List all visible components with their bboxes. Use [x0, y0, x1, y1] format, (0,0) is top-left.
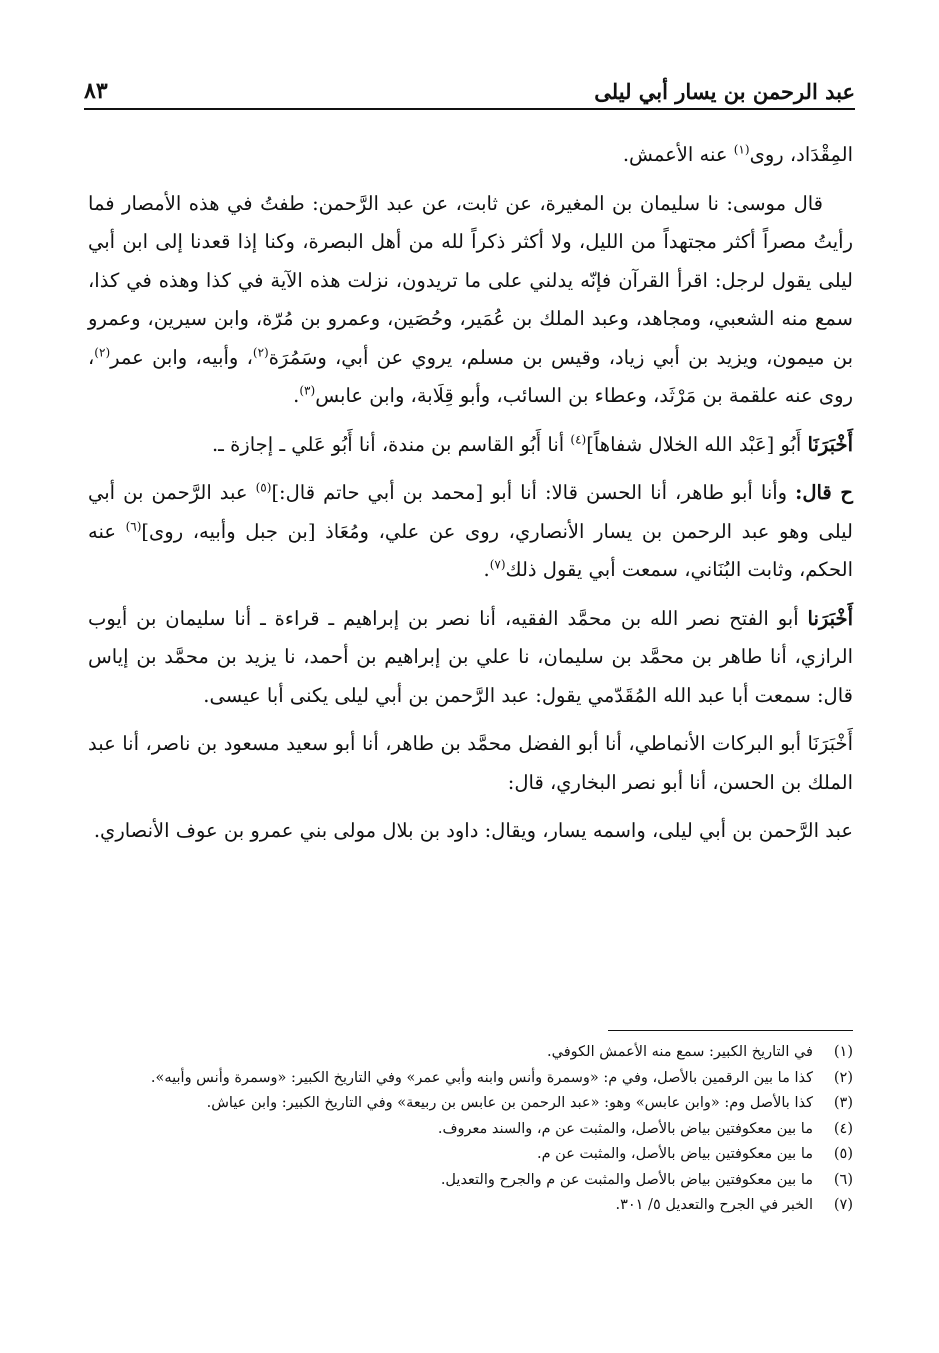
akhbarana-lead: أَخْبَرَنا [807, 606, 853, 630]
footnote-number: (٢) [833, 1069, 853, 1086]
paragraph-5: أَخْبَرَنا أبو الفتح نصر الله بن محمَّد الفقيه، أنا نصر بن إبراهيم ـ قراءة ـ أنا سليمان بن أيوب الرازي، أنا طاهر بن محمَّد بن سليمان، نا علي بن إبراهيم بن أحمد، نا يزيد بن محمَّد بن إياس قال: سمعت أبا عبد الله المُقَدّمي يقول: عبد الرَّحمن بن أبي ليلى يكنى أبا عيسى. [88, 606, 853, 707]
footnote-text: ما بين معكوفتين بياض بالأصل، والمثبت عن م. [536, 1146, 813, 1162]
footnote [88, 1117, 853, 1143]
paragraph-4: ح قال: وأنا أبو طاهر، أنا الحسن قالا: أنا أبو [محمد بن أبي حاتم قال:]$^{(٥)}$ عبد الرَّحمن بن أبي ليلى وهو عبد الرحمن بن يسار الأنصاري، روى عن علي، ومُعَاذ [بن جبل وأبيه، روى]$^{(٦)}$ عنه الحكم، وثابت البُنَاني، سمعت أبي يقول ذلك$^{(٧)}$. [88, 480, 853, 581]
footnotes [88, 1040, 853, 1219]
footnote [88, 1168, 853, 1194]
footnote-divider [608, 1030, 853, 1031]
footnote-text: كذا بالأصل وم: «وابن عابس» وهو: «عبد الرحمن بن عابس بن ربيعة» وفي التاريخ الكبير: وابن عياش. [206, 1095, 813, 1111]
footnote-ref: (٢) [252, 345, 269, 359]
main-text [88, 136, 853, 861]
paragraph-3: أَخْبَرَنَا أَبُو [عَبْد الله الخلال شفاهاً]$^{(٤)}$ أنا أَبُو القاسم بن مندة، أنا أَبُو عَلي ـ إجازة ـ. [211, 432, 853, 456]
footnote-ref: (٥) [255, 480, 272, 495]
footnote [88, 1091, 853, 1117]
footnote-ref: (٢) [94, 345, 111, 359]
paragraph-6: أَخْبَرَنَا أبو البركات الأنماطي، أنا أبو الفضل محمَّد بن طاهر، أنا أبو سعيد مسعود بن ناصر، أنا عبد الملك بن الحسن، أنا أبو نصر البخاري، قال: [88, 732, 853, 794]
footnote-ref: (٣) [299, 383, 316, 398]
paragraph-7: عبد الرَّحمن بن أبي ليلى، واسمه يسار، ويقال: داود بن بلال مولى بني عمرو بن عوف الأنصاري. [93, 819, 853, 842]
footnote-number: (١) [833, 1044, 853, 1060]
akhbarana-lead: أَخْبَرَنَا [807, 432, 853, 456]
footnote-text: كذا ما بين الرقمين بالأصل، وفي م: «وسمرة وأنس وابنه وأبي عمر» وفي التاريخ الكبير: «وسمرة وأنس وأبيه». [150, 1069, 813, 1086]
paragraph-1: المِقْدَاد، روى$^{(١)}$ عنه الأعمش. [622, 142, 853, 166]
page-number: ٨٣ [84, 78, 108, 104]
footnote-number: (٥) [833, 1146, 853, 1162]
ha-qala-lead: ح قال: [795, 481, 853, 504]
footnote [88, 1040, 853, 1066]
footnote-ref: (٤) [570, 432, 587, 446]
footnote-text: ما بين معكوفتين بياض بالأصل والمثبت عن م والجرح والتعديل. [440, 1171, 813, 1188]
running-head: عبد الرحمن بن يسار أبي ليلى [594, 79, 855, 104]
footnote-text: في التاريخ الكبير: سمع منه الأعمش الكوفي. [547, 1044, 813, 1060]
footnote-number: (٣) [833, 1095, 853, 1111]
footnote [88, 1142, 853, 1168]
footnote-text: ما بين معكوفتين بياض بالأصل، والمثبت عن م، والسند معروف. [437, 1120, 813, 1137]
footnote [88, 1193, 853, 1219]
footnote-ref: (٦) [125, 519, 142, 533]
footnote-ref: (٧) [489, 557, 506, 572]
paragraph-2: قال موسى: نا سليمان بن المغيرة، عن ثابت، عن عبد الرَّحمن: طفتُ في هذه الأمصار فما رأيتُ مصراً أكثر مجتهداً من الليل، ولا أكثر ذكراً لله من أهل البصرة، وكنا إذا قعدنا إلى ابن أبي ليلى يقول لرجل: اقرأ القرآن فإنّه يدلني على ما تريدون، نزلت هذه الآية في كذا وهذه في كذا، سمع منه الشعبي، ومجاهد، وعبد الملك بن عُمَير، وحُصَين، وعمرو بن مُرّة، وابن سيرين، وعمرو بن ميمون، ويزيد بن أبي زياد، وقيس بن مسلم، يروي عن أبي، وسَمُرَة$^{(٢)}$، وأبيه، وابن عمر$^{(٢)}$، روى عنه علقمة بن مَرْثَد، وعطاء بن السائب، وأبو قِلَابة، وابن عابس$^{(٣)}$. [88, 191, 854, 407]
footnote-number: (٤) [833, 1120, 853, 1137]
footnote-ref: (١) [733, 142, 750, 157]
footnote-text: الخبر في الجرح والتعديل ٥/ ٣٠١. [615, 1197, 813, 1213]
footnote [88, 1066, 853, 1092]
page-header [84, 68, 855, 110]
footnote-number: (٧) [833, 1197, 853, 1213]
footnote-number: (٦) [833, 1171, 853, 1188]
